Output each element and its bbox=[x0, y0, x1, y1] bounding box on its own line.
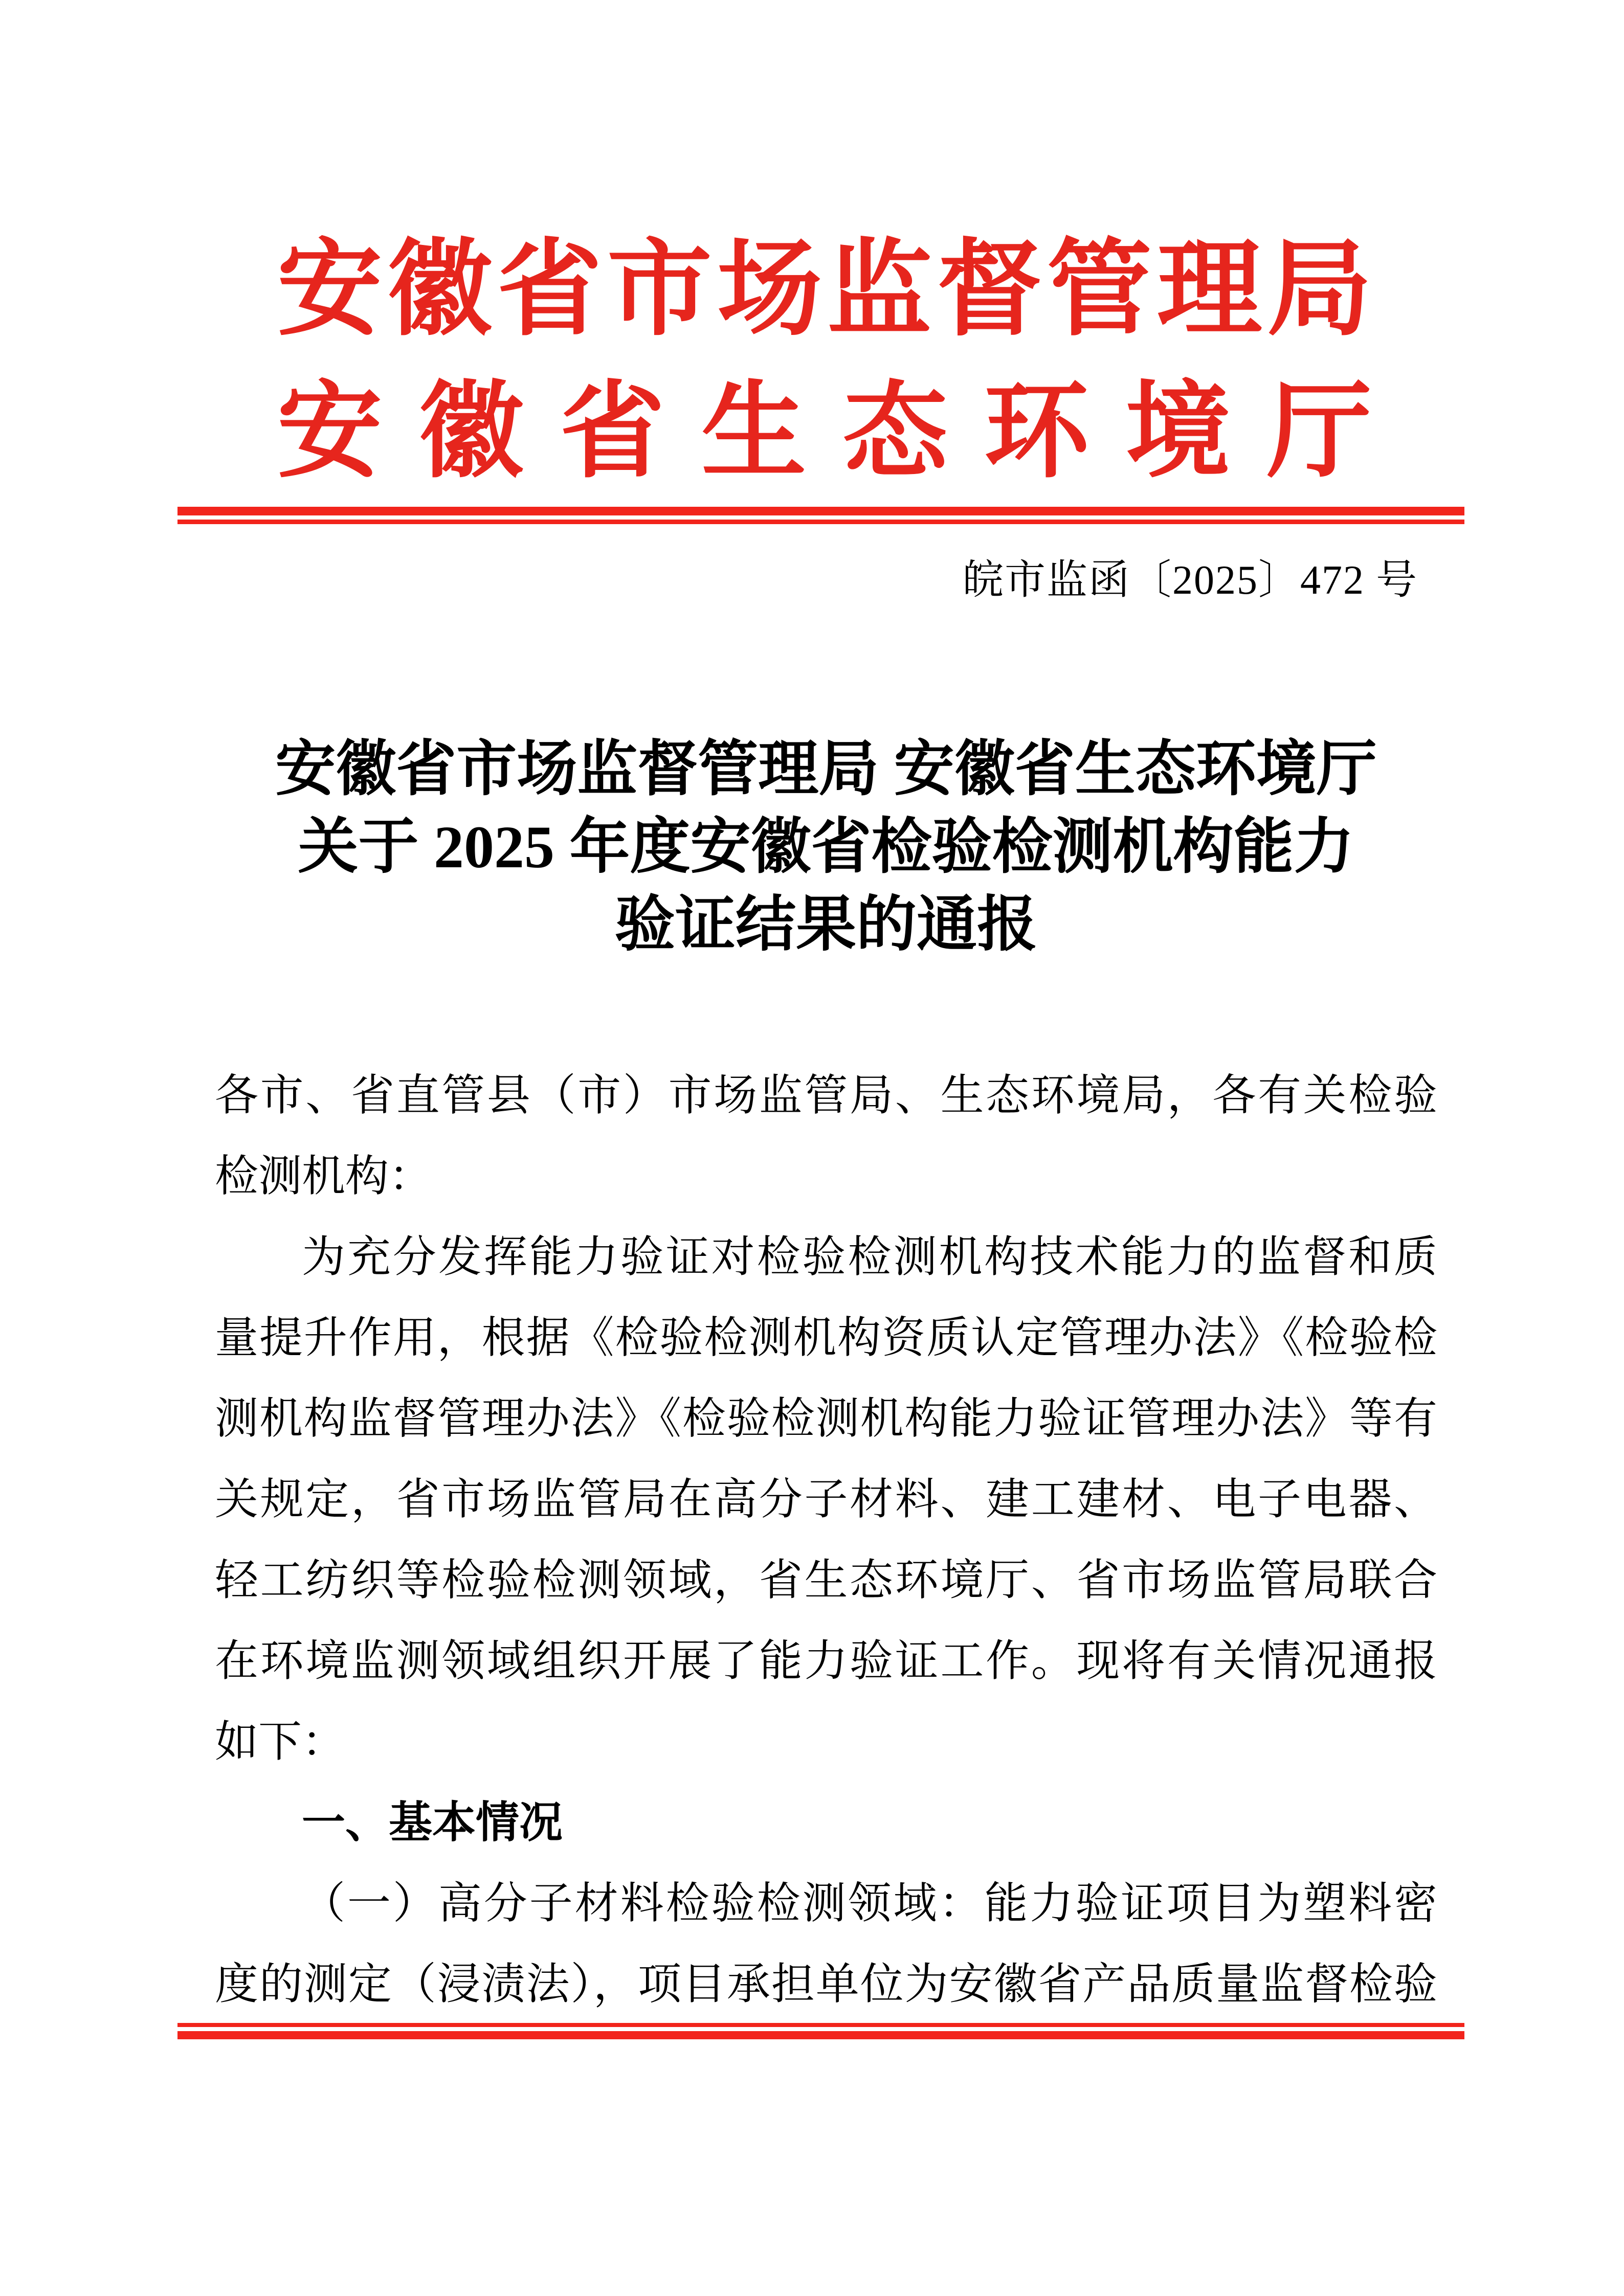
paragraph-line: 轻工纺织等检验检测领域，省生态环境厅、省市场监管局联合 bbox=[215, 1557, 1437, 1605]
paragraph-line: 如下： bbox=[215, 1718, 346, 1766]
red-rule-top-thick bbox=[177, 507, 1464, 515]
document-title bbox=[215, 731, 1437, 964]
paragraph-line: 在环境监测领域组织开展了能力验证工作。现将有关情况通报 bbox=[215, 1637, 1437, 1685]
salutation-line: 检测机构： bbox=[215, 1153, 433, 1201]
paragraph-line: 测机构监督管理办法》《检验检测机构能力验证管理办法》等有 bbox=[215, 1395, 1437, 1443]
title-line-3: 验证结果的通报 bbox=[614, 891, 1037, 958]
paragraph-line: （一）高分子材料检验检测领域：能力验证项目为塑料密 bbox=[302, 1880, 1437, 1928]
salutation-line: 各市、省直管县（市）市场监管局、生态环境局，各有关检验 bbox=[215, 1072, 1437, 1120]
letterhead-org-line-1: 安 徽 省 市 场 监 督 管 理 局 bbox=[277, 232, 1372, 348]
paragraph-line: 关规定，省市场监管局在高分子材料、建工建材、电子电器、 bbox=[215, 1476, 1437, 1524]
paragraph-line: 度的测定（浸渍法），项目承担单位为安徽省产品质量监督检验 bbox=[215, 1961, 1437, 2009]
paragraph-line: 量提升作用，根据《检验检测机构资质认定管理办法》《检验检 bbox=[215, 1314, 1437, 1362]
red-rule-bottom-thin bbox=[177, 2023, 1464, 2027]
title-line-1: 安徽省市场监督管理局 安徽省生态环境厅 bbox=[275, 736, 1377, 803]
red-rule-top-thin bbox=[177, 520, 1464, 524]
document-number: 皖市监函〔2025〕472 号 bbox=[963, 558, 1418, 603]
document-body bbox=[215, 1055, 1437, 2025]
title-line-2: 关于 2025 年度安徽省检验检测机构能力 bbox=[298, 814, 1354, 881]
letterhead-org-line-2: 安 徽 省 生 态 环 境 厅 bbox=[277, 374, 1372, 490]
section-heading: 一、基本情况 bbox=[302, 1798, 563, 1847]
paragraph-line: 为充分发挥能力验证对检验检测机构技术能力的监督和质 bbox=[302, 1233, 1437, 1281]
red-rule-bottom-thick bbox=[177, 2031, 1464, 2039]
